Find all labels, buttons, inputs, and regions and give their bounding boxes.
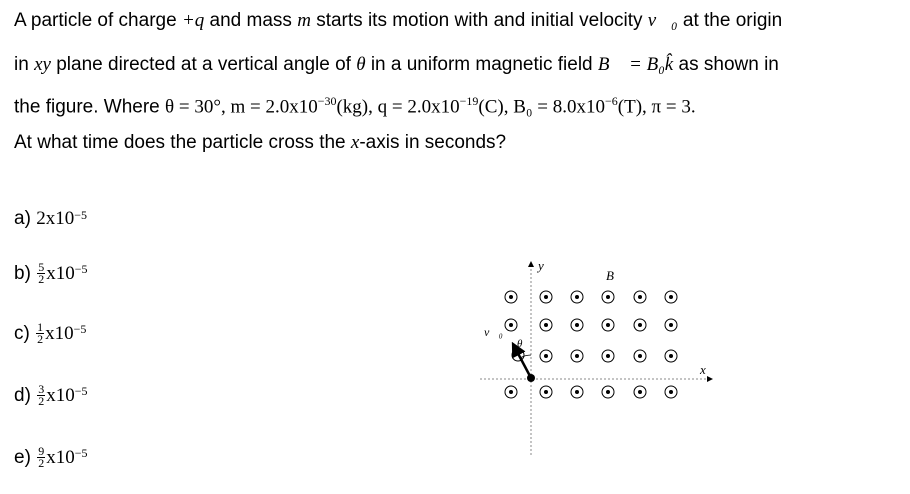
field-dot-center bbox=[575, 323, 579, 327]
option-value: x10 bbox=[46, 262, 75, 284]
option-fraction: $\frac{3}{2}$ bbox=[38, 382, 45, 408]
option-value: x10 bbox=[46, 446, 75, 468]
question-line-2: in xy plane directed at a vertical angle of θ in a uniform magnetic field B⃗ = B₀k̂ as shown in bbox=[14, 54, 779, 75]
option-label: e) bbox=[14, 446, 31, 468]
option-label: a) bbox=[14, 208, 31, 229]
question-line-4: At what time does the particle cross the x-axis in seconds? bbox=[14, 132, 507, 153]
option-label: c) bbox=[14, 322, 30, 344]
option-label: d) bbox=[14, 384, 31, 406]
field-dot-center bbox=[606, 323, 610, 327]
field-dot-center bbox=[638, 295, 642, 299]
option-fraction: $\frac{9}{2}$ bbox=[38, 444, 45, 470]
field-dot-center bbox=[544, 354, 548, 358]
option-e[interactable]: e) $\frac{9}{2}$ x10 $^{-5}$ bbox=[14, 444, 88, 470]
field-dot-center bbox=[606, 390, 610, 394]
option-fraction: $\frac{1}{2}$ bbox=[37, 320, 44, 346]
field-dot-center bbox=[669, 390, 673, 394]
field-dot-center bbox=[638, 354, 642, 358]
option-d[interactable]: d) $\frac{3}{2}$ x10 $^{-5}$ bbox=[14, 382, 88, 408]
field-dot-center bbox=[575, 390, 579, 394]
field-dot-center bbox=[638, 390, 642, 394]
field-dot-center bbox=[509, 390, 513, 394]
field-dot-center bbox=[638, 323, 642, 327]
field-dot-center bbox=[509, 323, 513, 327]
theta-label: θ bbox=[517, 338, 523, 350]
theta-arc bbox=[520, 355, 531, 358]
field-dot-center bbox=[575, 295, 579, 299]
velocity-label: v⃗₀ bbox=[484, 325, 503, 339]
option-fraction: $\frac{5}{2}$ bbox=[38, 260, 45, 286]
option-c[interactable]: c) $\frac{1}{2}$ x10 $^{-5}$ bbox=[14, 320, 87, 346]
field-dot-center bbox=[606, 295, 610, 299]
option-a[interactable]: a) 2x10 −5 bbox=[14, 208, 87, 229]
field-dot-center bbox=[669, 323, 673, 327]
option-value: x10 bbox=[45, 322, 74, 344]
x-axis-label: x bbox=[700, 362, 706, 377]
origin-point bbox=[527, 374, 535, 382]
b-field-label: B⃗ bbox=[606, 268, 625, 283]
field-dot-center bbox=[575, 354, 579, 358]
option-label: b) bbox=[14, 262, 31, 284]
field-dot-center bbox=[669, 354, 673, 358]
field-dot-center bbox=[509, 295, 513, 299]
field-dot-center bbox=[544, 323, 548, 327]
option-value: 2x10 bbox=[36, 208, 75, 229]
field-dot-center bbox=[544, 390, 548, 394]
field-dot-center bbox=[669, 295, 673, 299]
option-b[interactable]: b) $\frac{5}{2}$ x10 $^{-5}$ bbox=[14, 260, 88, 286]
y-axis-label: y bbox=[538, 258, 544, 273]
field-dot-center bbox=[606, 354, 610, 358]
question-line-1: A particle of charge +q and mass m starts its motion with and initial velocity v⃗₀ at the origin bbox=[14, 10, 783, 31]
option-value: x10 bbox=[46, 384, 75, 406]
field-dot-center bbox=[544, 295, 548, 299]
question-line-3: the figure. Where θ = 30°, $m = 2.0x10^{-30}(kg)$, $q = 2.0x10^{-19}(C)$, $B_0 = 8.0x10^{-6}(T)$, π = 3. bbox=[14, 94, 696, 118]
